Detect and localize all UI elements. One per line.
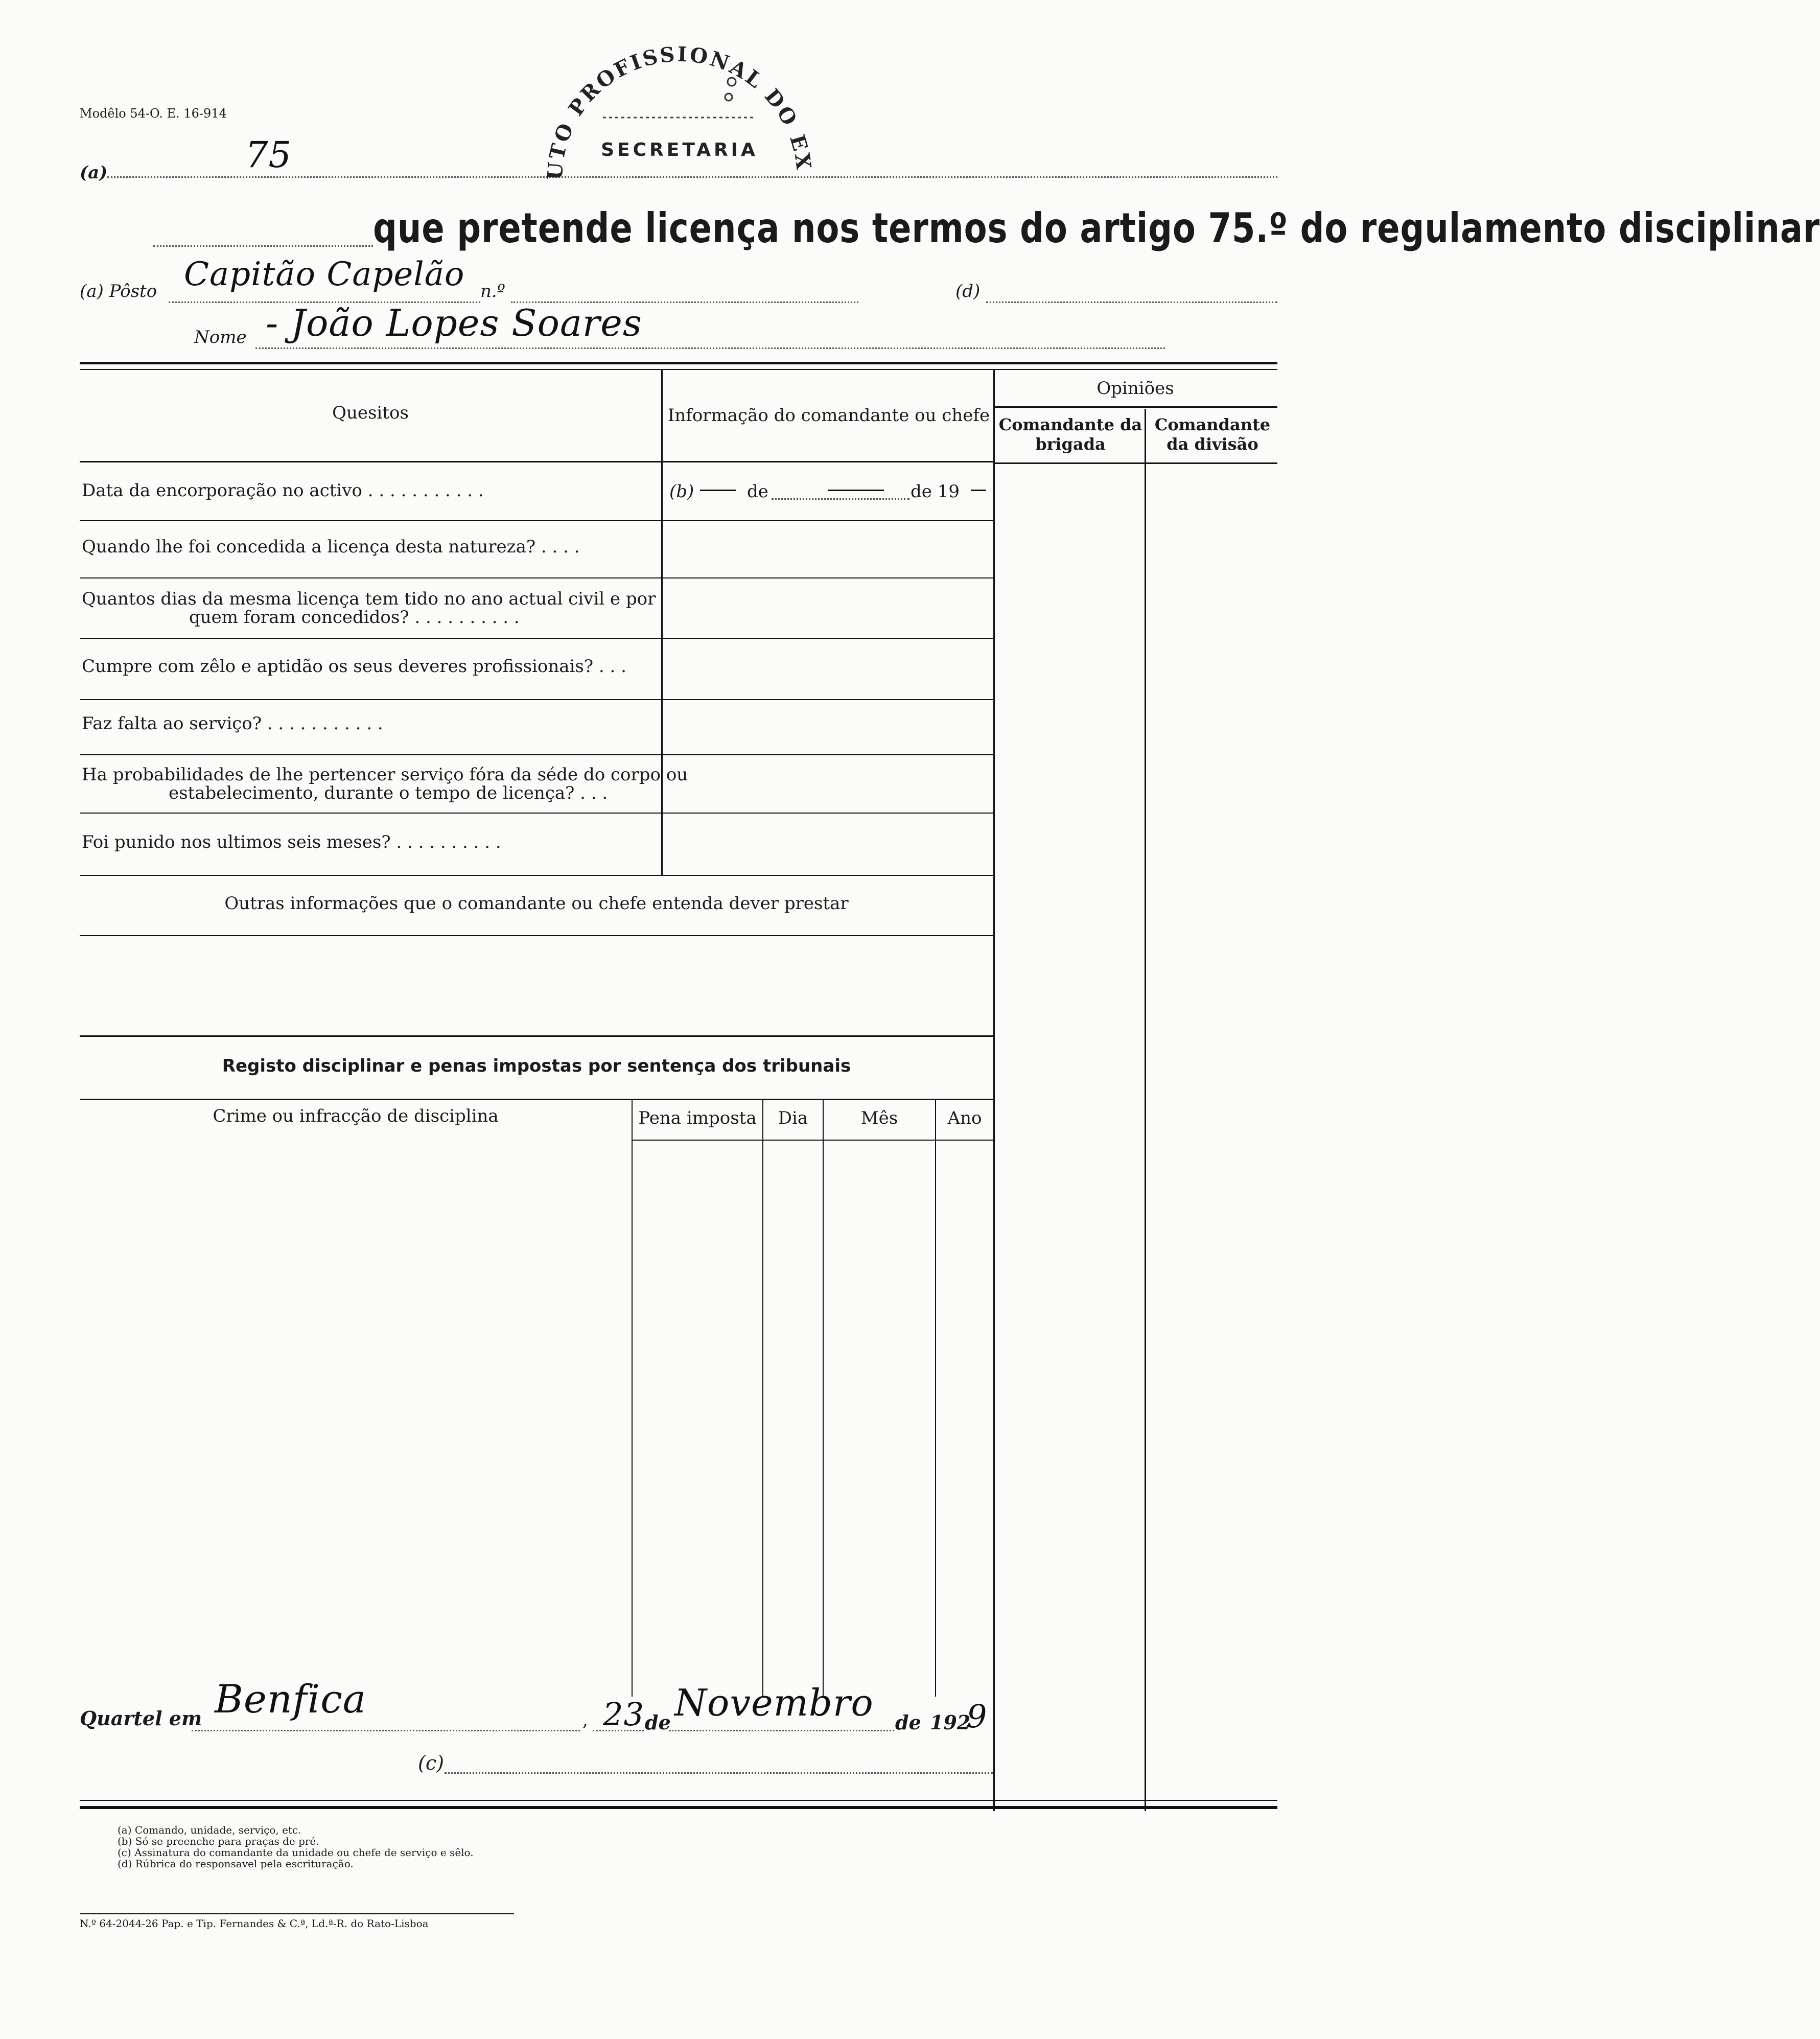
date-de-a: de xyxy=(645,1711,671,1734)
outras-informacoes: Outras informações que o comandante ou chefe entenda dever prestar xyxy=(224,893,849,914)
col-divider-mes xyxy=(823,1099,824,1697)
opinioes-header-bottom xyxy=(993,462,1277,464)
year-value: 9 xyxy=(967,1698,988,1735)
quartel-label: Quartel em xyxy=(80,1707,202,1730)
footnote-c: (c) Assinatura do comandante da unidade ou chefe de serviço e sêlo. xyxy=(118,1846,474,1859)
col-mes: Mês xyxy=(860,1108,898,1128)
col-pena: Pena imposta xyxy=(638,1108,757,1128)
ref-label: (a) xyxy=(80,163,108,183)
year-prefix: 192 xyxy=(930,1711,971,1734)
c-line xyxy=(445,1772,993,1774)
date-de-b: de xyxy=(895,1711,921,1734)
question-6-line1: Ha probabilidades de lhe pertencer serviço fóra da séde do corpo ou xyxy=(82,764,688,785)
registo-rule xyxy=(80,1099,993,1100)
question-4: Cumpre com zêlo e aptidão os seus deveres profissionais? . . . xyxy=(82,656,626,677)
c-label: (c) xyxy=(418,1752,444,1774)
model-code: Modêlo 54-O. E. 16-914 xyxy=(80,106,227,121)
col-divider-opinioes xyxy=(993,370,995,1811)
registo-header-rule xyxy=(632,1140,993,1141)
row-rule-3 xyxy=(80,638,993,639)
d-label: (d) xyxy=(955,281,981,302)
header-bottom-rule xyxy=(80,461,994,462)
stamp-secretaria: SECRETARIA xyxy=(601,140,758,160)
date-b-label: (b) xyxy=(669,481,694,502)
opinioes-rule xyxy=(993,406,1277,408)
question-7: Foi punido nos ultimos seis meses? . . . . . . . . . . xyxy=(82,832,501,852)
quartel-comma: , xyxy=(582,1710,588,1730)
col-divider-dia xyxy=(762,1099,763,1697)
footnote-d: (d) Rúbrica do responsavel pela escrituração. xyxy=(118,1858,354,1870)
col-divider-ano xyxy=(935,1099,936,1697)
posto-value: Capitão Capelão xyxy=(184,256,465,293)
registo-title: Registo disciplinar e penas impostas por sentença dos tribunais xyxy=(222,1056,851,1076)
date-dash-3 xyxy=(971,490,986,491)
date-dash-1 xyxy=(700,490,736,491)
quartel-line xyxy=(192,1730,580,1731)
row-rule-4 xyxy=(80,699,993,700)
title-leader xyxy=(153,245,373,247)
footnote-a: (a) Comando, unidade, serviço, etc. xyxy=(118,1824,301,1836)
header-divisao: Comandante da divisão xyxy=(1154,415,1271,454)
row-rule-1 xyxy=(80,520,993,521)
question-6-line2: estabelecimento, durante o tempo de licença? . . . xyxy=(169,783,608,803)
bottom-rule-thin xyxy=(80,1800,1277,1801)
form-title: que pretende licença nos termos do artigo 75.º do regulamento disciplinar xyxy=(373,204,1820,252)
printer-rule xyxy=(80,1913,514,1914)
date-month-line xyxy=(772,498,909,500)
footnotes xyxy=(118,1824,474,1869)
question-5: Faz falta ao serviço? . . . . . . . . . . . xyxy=(82,713,383,734)
question-1: Data da encorporação no activo . . . . . . . . . . . xyxy=(82,480,484,501)
date-dash-2 xyxy=(828,490,884,491)
nome-line xyxy=(255,347,1165,349)
col-divider-pena xyxy=(632,1099,633,1697)
row-rule-5 xyxy=(80,754,993,755)
day-value: 23 xyxy=(603,1696,644,1733)
date-de-1: de xyxy=(747,481,768,502)
col-dia: Dia xyxy=(778,1108,808,1128)
nome-value: - João Lopes Soares xyxy=(266,302,642,344)
posto-label: (a) Pôsto xyxy=(80,281,157,302)
outras-rule xyxy=(80,935,993,936)
quartel-value: Benfica xyxy=(215,1676,367,1722)
stamp-arc-text: UTO PROFISSIONAL DO EX xyxy=(543,42,816,181)
outras-bottom-rule xyxy=(80,1035,993,1037)
ref-handwritten: 75 xyxy=(245,134,292,176)
col-divider-divisao xyxy=(1145,409,1146,1811)
bottom-rule xyxy=(80,1806,1277,1809)
header-informacao: Informação do comandante ou chefe xyxy=(667,405,990,426)
top-rule xyxy=(80,362,1277,364)
header-quesitos: Quesitos xyxy=(332,403,409,423)
question-2: Quando lhe foi concedida a licença desta natureza? . . . . xyxy=(82,537,580,557)
footnote-b: (b) Só se preenche para praças de pré. xyxy=(118,1835,319,1847)
row-rule-7 xyxy=(80,875,993,876)
col-ano: Ano xyxy=(947,1108,982,1128)
row-rule-2 xyxy=(80,577,993,578)
row-rule-6 xyxy=(80,813,993,814)
d-line xyxy=(986,302,1277,303)
question-3-line1: Quantos dias da mesma licença tem tido no ano actual civil e por xyxy=(82,589,656,609)
header-brigada: Comandante da brigada xyxy=(998,415,1142,454)
printer-line: N.º 64-2044-26 Pap. e Tip. Fernandes & C.ª, Ld.ª-R. do Rato-Lisboa xyxy=(80,1917,429,1930)
institution-stamp xyxy=(542,20,818,184)
top-rule-thin xyxy=(80,369,1277,370)
numero-label: n.º xyxy=(480,281,505,302)
question-3-line2: quem foram concedidos? . . . . . . . . . . xyxy=(189,607,520,628)
month-line xyxy=(669,1730,894,1731)
date-de-2: de 19 xyxy=(911,481,960,502)
col-crime: Crime ou infracção de disciplina xyxy=(213,1106,499,1126)
col-divider-quesitos xyxy=(661,370,663,876)
nome-label: Nome xyxy=(194,327,247,347)
header-opinioes: Opiniões xyxy=(1096,378,1174,399)
month-value: Novembro xyxy=(674,1681,874,1724)
